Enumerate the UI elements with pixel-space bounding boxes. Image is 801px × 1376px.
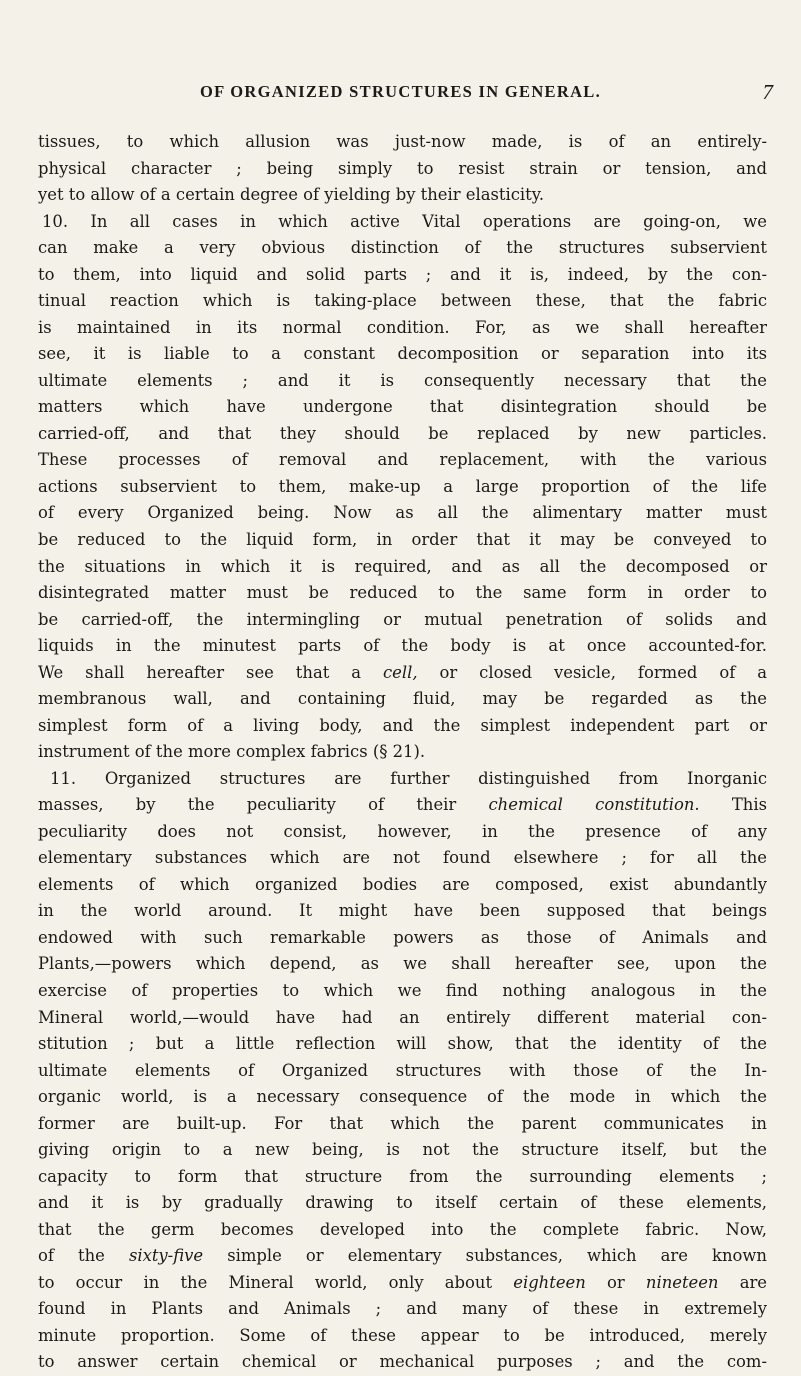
text-line: simplest form of a living body, and the simplest independent part or	[38, 715, 767, 735]
text-line: membranous wall, and containing fluid, may be regarded as the	[38, 689, 767, 709]
text-line: can make a very obvious distinction of the structures subservient	[38, 238, 767, 258]
text-line	[38, 660, 767, 687]
text-line: instrument of the more complex fabrics (§ 21).	[38, 742, 426, 762]
text-run: are	[718, 1272, 767, 1292]
text-line: that the germ becomes developed into the complete fabric. Now,	[38, 1219, 767, 1239]
italic-term: eighteen	[513, 1272, 586, 1292]
text-line: giving origin to a new being, is not the structure itself, but the	[38, 1140, 767, 1160]
text-line: These processes of removal and replacement, with the various	[38, 450, 767, 470]
text-line: be carried-off, the intermingling or mutual penetration of solids and	[38, 609, 767, 629]
text-line: ultimate elements of Organized structures with those of the In-	[38, 1060, 767, 1080]
text-run: masses, by the peculiarity of their	[38, 795, 489, 815]
text-line	[38, 792, 767, 819]
running-title: OF ORGANIZED STRUCTURES IN GENERAL.	[199, 82, 602, 101]
text-line	[38, 1243, 767, 1270]
text-line: actions subservient to them, make-up a large proportion of the life	[38, 476, 767, 496]
text-line: to answer certain chemical or mechanical purposes ; and the com-	[38, 1352, 767, 1372]
text-run: This	[699, 795, 767, 815]
text-line: is maintained in its normal condition. For, as we shall hereafter	[38, 317, 767, 337]
text-line	[38, 1270, 767, 1297]
text-line: ultimate elements ; and it is consequently necessary that the	[38, 370, 767, 390]
text-line: tinual reaction which is taking-place between these, that the fabric	[38, 291, 767, 311]
text-line: capacity to form that structure from the surrounding elements ;	[38, 1166, 767, 1186]
text-line: of every Organized being. Now as all the alimentary matter must	[38, 503, 767, 523]
text-run: or	[585, 1272, 646, 1292]
text-line: Plants,—powers which depend, as we shall hereafter see, upon the	[38, 954, 767, 974]
italic-term: sixty-five	[128, 1246, 204, 1266]
body-text	[38, 129, 767, 1376]
text-line: elementary substances which are not found elsewhere ; for all the	[38, 848, 767, 868]
text-line: matters which have undergone that disintegration should be	[38, 397, 767, 417]
text-line: organic world, is a necessary consequence of the mode in which the	[38, 1087, 767, 1107]
text-run: or closed vesicle, formed of a	[417, 662, 767, 682]
text-line: yet to allow of a certain degree of yielding by their elasticity.	[38, 185, 545, 205]
text-line: exercise of properties to which we find nothing analogous in the	[38, 981, 767, 1000]
text-line: peculiarity does not consist, however, in the presence of any	[38, 821, 767, 841]
italic-term: chemical constitution.	[488, 795, 700, 815]
paragraph-10-start: 10. In all cases in which active Vital operations are going-on, we	[42, 211, 767, 231]
text-line: former are built-up. For that which the parent communicates in	[38, 1113, 767, 1133]
text-line: carried-off, and that they should be replaced by new particles.	[38, 423, 767, 443]
italic-term: nineteen	[645, 1272, 719, 1292]
text-run: simple or elementary substances, which are known	[203, 1246, 767, 1266]
text-run: of the	[38, 1246, 129, 1266]
text-line: elements of which organized bodies are composed, exist abundantly	[38, 874, 767, 894]
text-run: We shall hereafter see that a	[38, 662, 383, 682]
running-head	[0, 82, 801, 112]
text-line: disintegrated matter must be reduced to the same form in order to	[38, 583, 767, 603]
text-line: Mineral world,—would have had an entirely different material con-	[38, 1007, 767, 1027]
page-number: 7	[762, 80, 773, 104]
text-line: found in Plants and Animals ; and many of these in extremely	[38, 1299, 767, 1319]
text-line: endowed with such remarkable powers as those of Animals and	[38, 927, 767, 947]
text-line: tissues, to which allusion was just-now made, is of an entirely-	[38, 132, 767, 151]
text-line: be reduced to the liquid form, in order that it may be conveyed to	[38, 529, 767, 549]
text-line: stitution ; but a little reflection will show, that the identity of the	[38, 1034, 767, 1054]
text-line: in the world around. It might have been supposed that beings	[38, 901, 767, 921]
text-line: and it is by gradually drawing to itself certain of these elements,	[38, 1193, 767, 1213]
text-line: the situations in which it is required, and as all the decomposed or	[38, 556, 767, 576]
italic-term: cell,	[382, 662, 418, 682]
text-run: to occur in the Mineral world, only about	[38, 1272, 514, 1292]
text-line: see, it is liable to a constant decomposition or separation into its	[38, 344, 767, 364]
text-line: minute proportion. Some of these appear to be introduced, merely	[38, 1325, 767, 1345]
paragraph-11-start: 11. Organized structures are further distinguished from Inorganic	[50, 768, 767, 788]
text-line: to them, into liquid and solid parts ; and it is, indeed, by the con-	[38, 264, 767, 284]
text-line: liquids in the minutest parts of the body is at once accounted-for.	[38, 636, 767, 656]
text-line: physical character ; being simply to resist strain or tension, and	[38, 158, 767, 178]
